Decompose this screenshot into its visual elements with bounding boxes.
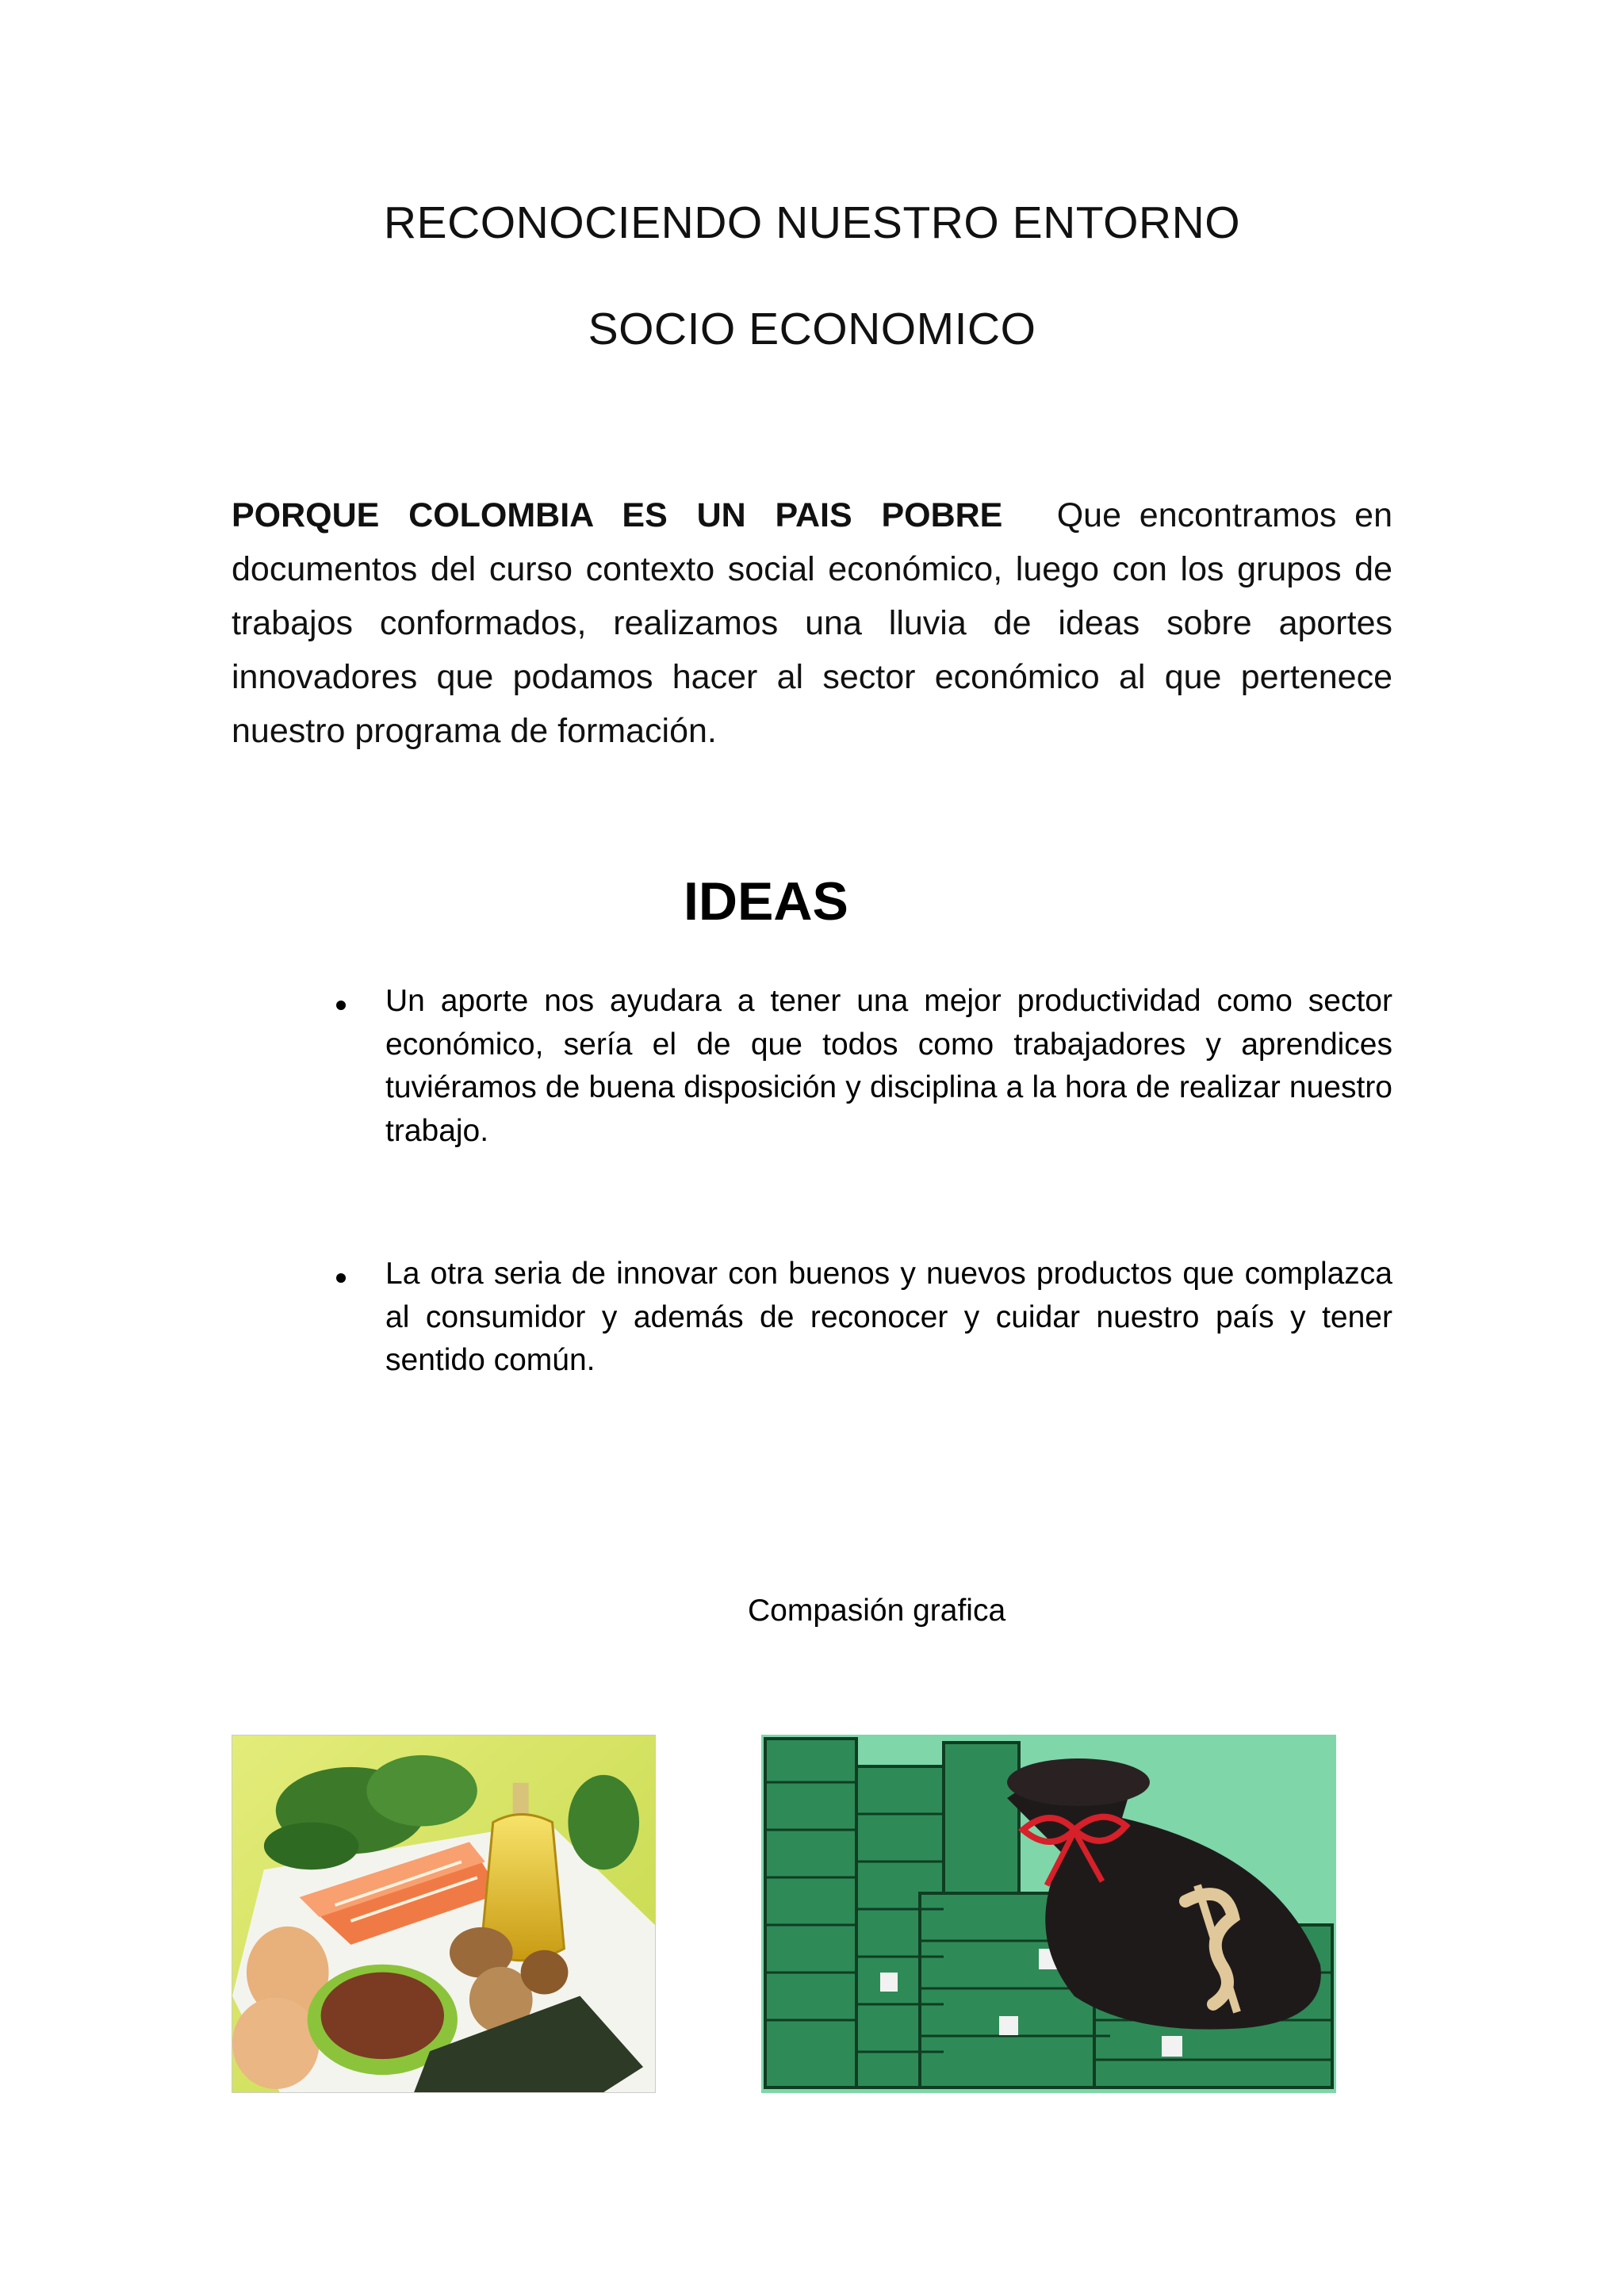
document-title: RECONOCIENDO NUESTRO ENTORNO <box>383 197 1241 248</box>
ideas-heading: IDEAS <box>684 871 848 932</box>
figure-caption: Compasión grafica <box>748 1594 1006 1628</box>
idea-text: La otra seria de innovar con buenos y nuevos productos que complazca al consumidor y además de reconocer y cuidar nuestro país y tener sentido común. <box>385 1257 1392 1377</box>
intro-paragraph <box>232 488 1392 758</box>
bullet-icon <box>336 1273 346 1283</box>
idea-text: Un aporte nos ayudara a tener una mejor productividad como sector económico, sería el de que todos como trabajadores y aprendices tuviéramos de buena disposición y disciplina a la hora de realizar nuestro trabajo. <box>385 984 1392 1148</box>
healthy-food-photo <box>232 1735 656 2093</box>
document-subtitle: SOCIO ECONOMICO <box>588 304 1036 354</box>
intro-body: Que encontramos en documentos del curso contexto social económico, luego con los grupos de trabajos conformados, realizamos una lluvia de ideas sobre aportes innovadores que podamos hacer al sector económico al que pertenece nuestro programa de formación. <box>232 496 1392 750</box>
intro-lead: PORQUE COLOMBIA ES UN PAIS POBRE <box>232 496 1003 534</box>
money-bag-illustration <box>761 1735 1336 2093</box>
bullet-icon <box>336 1001 346 1010</box>
